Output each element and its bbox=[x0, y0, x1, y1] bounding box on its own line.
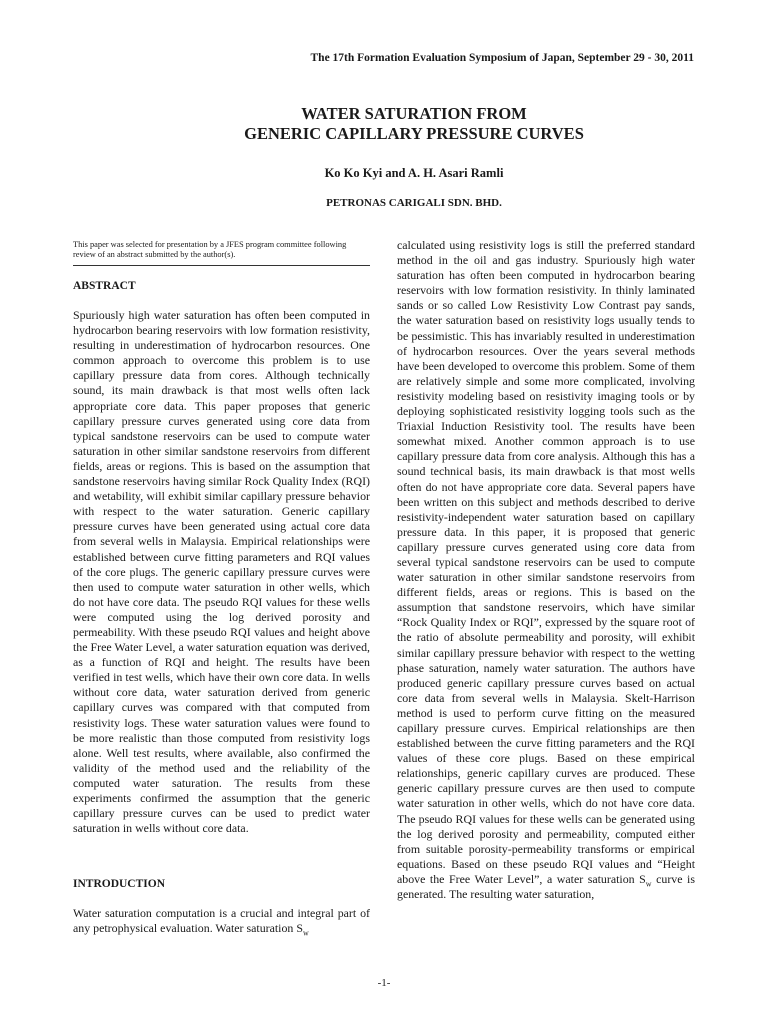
affiliation: PETRONAS CARIGALI SDN. BHD. bbox=[326, 197, 502, 209]
footnote-rule bbox=[73, 265, 370, 266]
introduction-body-start bbox=[73, 906, 370, 936]
paper-title-line-1: WATER SATURATION FROM bbox=[301, 104, 527, 123]
introduction-heading: INTRODUCTION bbox=[73, 878, 166, 891]
left-column bbox=[73, 238, 370, 936]
paper-title-line-2: GENERIC CAPILLARY PRESSURE CURVES bbox=[244, 124, 584, 143]
selection-footnote: This paper was selected for presentation by a JFES program committee following review of an abstract submitted by the author(s). bbox=[73, 240, 347, 259]
running-header: The 17th Formation Evaluation Symposium of Japan, September 29 - 30, 2011 bbox=[310, 52, 694, 64]
introduction-text: Water saturation computation is a crucial and integral part of any petrophysical evaluation. Water saturation S bbox=[73, 906, 370, 936]
author-list: Ko Ko Kyi and A. H. Asari Ramli bbox=[324, 166, 504, 180]
page-number: -1- bbox=[377, 977, 391, 989]
introduction-text-part-2: curve is generated. The resulting water saturation, bbox=[397, 871, 695, 902]
subscript-w: w bbox=[645, 879, 652, 889]
right-column bbox=[397, 238, 695, 902]
title-block bbox=[0, 104, 768, 209]
introduction-text-part-1: calculated using resistivity logs is still the preferred standard method in the oil and gas industry. Spuriously high water saturation has often been computed in hydrocarbon bearing reservoirs with low formation resistivity. In thinly laminated sands or so called Low Resistivity Low Contrast pay sands, the water saturation based on resistivity logs usually tends to be pessimistic. This has invariably resulted in underestimation of hydrocarbon resources. Over the years several methods have been developed to overcome this problem. Some of them are relatively simple and some more complicated, involving resistivity modeling based on resistivity imaging tools or by deploying sophisticated resistivity logging tools such as the Triaxial Induction Resistivity tool. The results have been somewhat mixed. Another common approach is to use capillary pressure data from core analysis. Although this has a sound technical basis, its main drawback is that most wells often do not have appropriate core data. Several papers have been written on this subject and methods described to derive resistivity-independent water saturation based on capillary pressure data. In this paper, it is proposed that generic capillary pressure curves generated using core data from several typical sandstone reservoirs can be used to compute water saturation in other similar sandstone reservoirs from different fields, areas or regions. This is based on the assumption that sandstone reservoirs, which have similar “Rock Quality Index or RQI”, expressed by the square root of the ratio of absolute permeability and porosity, will exhibit similar capillary pressure behavior with respect to the wetting phase saturation, namely water saturation. The authors have produced generic capillary pressure curves based on actual core data from several wells in Malaysia. Skelt-Harrison method is used to perform curve fitting on the measured capillary pressure curves. Empirical relationships are then established between the curve fitting parameters and the RQI values of these core plugs. Based on these empirical relationships, generic capillary curves are produced. These generic capillary pressure curves are then used to compute water saturation in other wells, which do not have core data. The pseudo RQI values for these wells can be generated using the log derived porosity and permeability, computed either from suitable porosity-permeability transforms or empirical equations. Based on these pseudo RQI values and “Height above the Free Water Level”, a water saturation S bbox=[397, 238, 695, 886]
abstract-heading: ABSTRACT bbox=[73, 280, 136, 292]
introduction-body-continued bbox=[397, 238, 695, 902]
subscript-w: w bbox=[302, 928, 309, 938]
abstract-body: Spuriously high water saturation has often been computed in hydrocarbon bearing reservoirs with low formation resistivity, resulting in underestimation of hydrocarbon resources. One common approach to overcome this problem is to use capillary pressure data from cores. Although technically sound, its main drawback is that most wells often lack appropriate core data. This paper proposes that generic capillary pressure curves generated using core data from typical sandstone reservoirs can be used to compute water saturation in other similar sandstone reservoirs from different fields, areas or regions. This is based on the assumption that sandstone reservoirs having similar Rock Quality Index (RQI) and wetability, will exhibit similar capillary pressure behavior with respect to the water saturation. Generic capillary pressure curves have been generated using actual core data from several wells in Malaysia. Empirical relationships were established between curve fitting parameters and RQI values of the core plugs. The generic capillary pressure curves were then used to compute water saturation in other wells, which do not have core data. The pseudo RQI values for these wells were computed using the log derived porosity and permeability. With these pseudo RQI values and height above the Free Water Level, a water saturation equation was derived, as a function of RQI and height. The results have been verified in test wells, which have their own core data. In wells without core data, water saturation derived from generic capillary curves was compared with that computed from resistivity logs. These water saturation values were found to be more realistic than those computed from resistivity logs alone. Well test results, where available, also confirmed the validity of the method used and the reliability of the computed water saturation. The results from these experiments confirmed the assumption that the generic capillary pressure curves can be used to predict water saturation in wells without core data. bbox=[73, 308, 370, 836]
